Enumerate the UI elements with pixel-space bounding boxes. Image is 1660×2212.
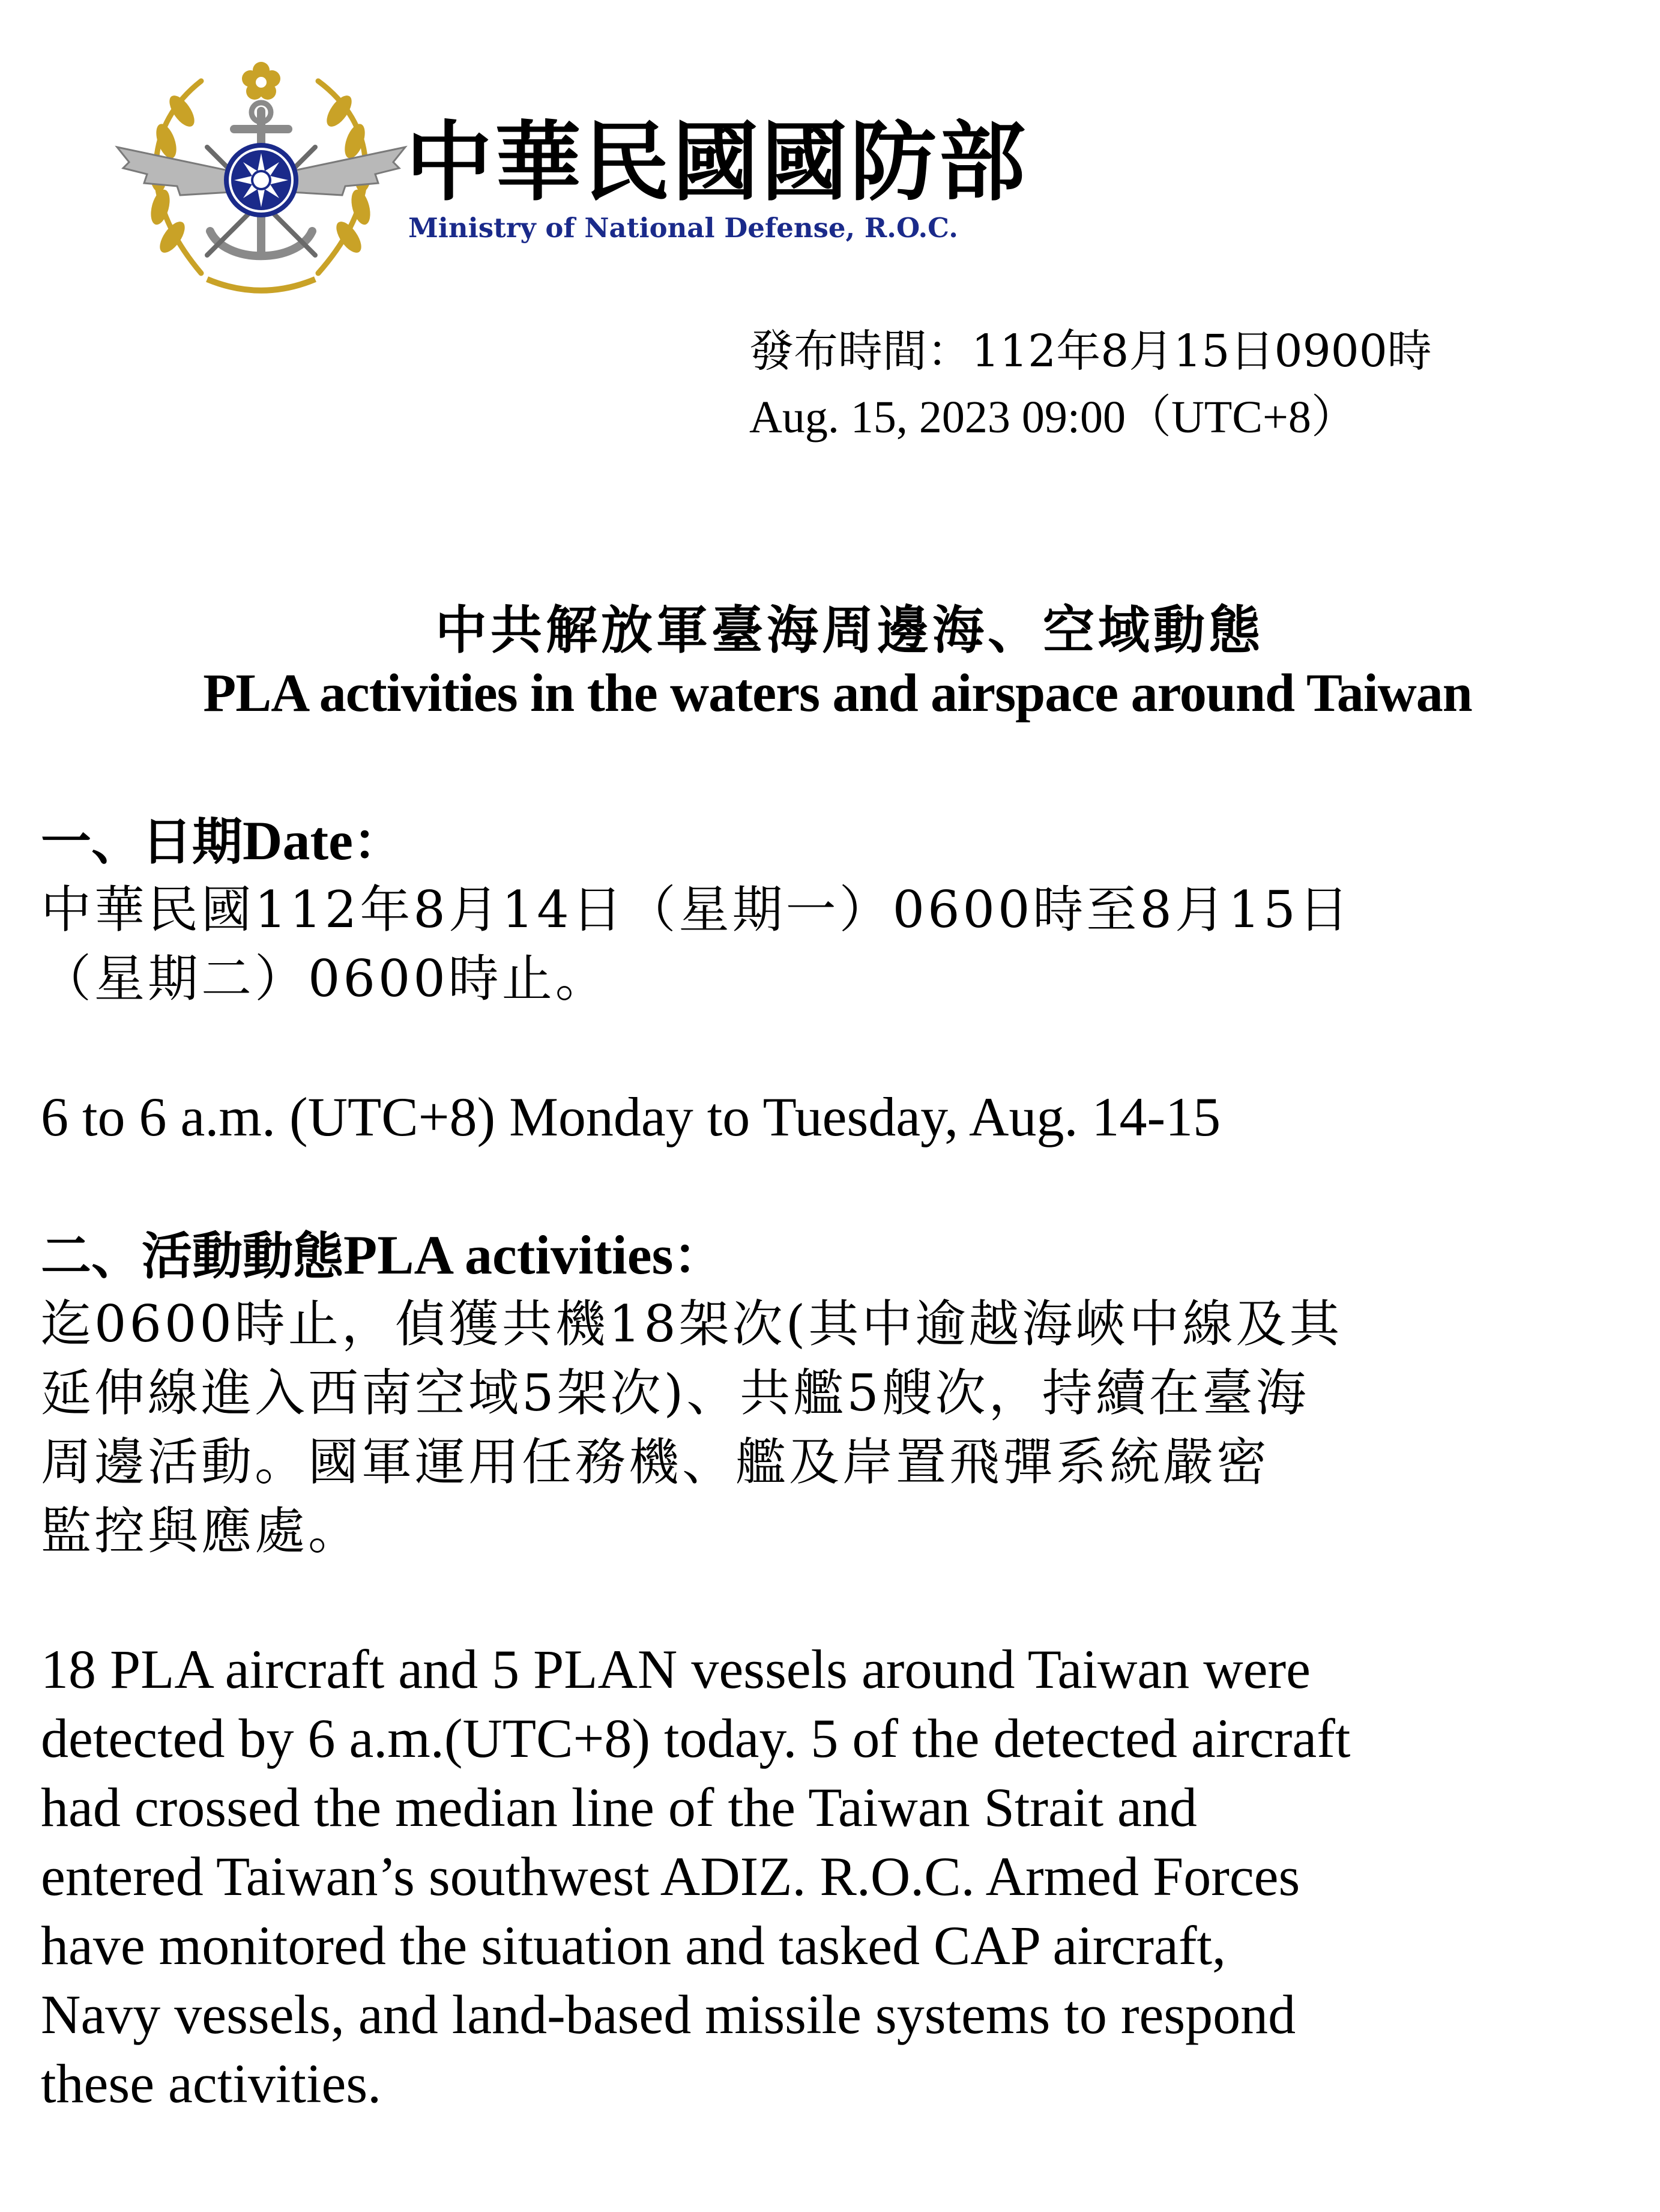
document-title-en: PLA activities in the waters and airspace around Taiwan [203,663,1472,723]
date-line-zh-1: 中華民國112年8月14日（星期一）0600時至8月15日 [41,880,1352,939]
ministry-emblem-logo [111,57,411,303]
release-time-zh: 發布時間：112年8月15日0900時 [749,325,1432,377]
activities-line-en-6: Navy vessels, and land-based missile systems to respond [41,1984,1296,2045]
activities-line-en-2: detected by 6 a.m.(UTC+8) today. 5 of the detected aircraft [41,1708,1351,1769]
activities-line-zh-3: 周邊活動。國軍運用任務機、艦及岸置飛彈系統嚴密 [41,1433,1270,1491]
ministry-name-zh: 中華民國國防部 [406,112,1028,213]
date-line-en: 6 to 6 a.m. (UTC+8) Monday to Tuesday, Aug. 14-15 [41,1086,1221,1147]
activities-line-zh-1: 迄0600時止，偵獲共機18架次(其中逾越海峽中線及其 [41,1295,1343,1353]
section-date-heading-zh: 一、日期 [41,812,243,871]
release-time-en: Aug. 15, 2023 09:00（UTC+8） [749,392,1357,443]
section-activities-heading-en: PLA activities [343,1224,674,1286]
activities-line-zh-4: 監控與應處。 [41,1502,362,1561]
section-date-heading-suffix: ： [352,812,403,871]
release-time [749,318,1432,450]
activities-line-en-3: had crossed the median line of the Taiwan Strait and [41,1777,1197,1838]
section-date-heading-en: Date [243,810,353,871]
activities-line-en-4: entered Taiwan’s southwest ADIZ. R.O.C. Armed Forces [41,1846,1300,1907]
activities-line-en-7: these activities. [41,2053,382,2114]
section-activities-heading [41,1219,723,1292]
date-line-zh-2: （星期二）0600時止。 [41,949,609,1008]
document-title-zh: 中共解放軍臺海周邊海、空域動態 [435,600,1264,660]
activities-line-en-5: have monitored the situation and tasked CAP aircraft, [41,1915,1227,1976]
ministry-name-en: Ministry of National Defense, R.O.C. [408,212,958,244]
emblem-icon [111,57,411,303]
section-activities-heading-suffix: ： [673,1226,724,1286]
section-activities-heading-zh: 二、活動動態 [41,1226,344,1286]
activities-line-en-1: 18 PLA aircraft and 5 PLAN vessels around Taiwan were [41,1639,1311,1700]
activities-line-zh-2: 延伸線進入西南空域5架次)、共艦5艘次，持續在臺海 [41,1364,1309,1422]
section-date-heading [41,805,403,878]
